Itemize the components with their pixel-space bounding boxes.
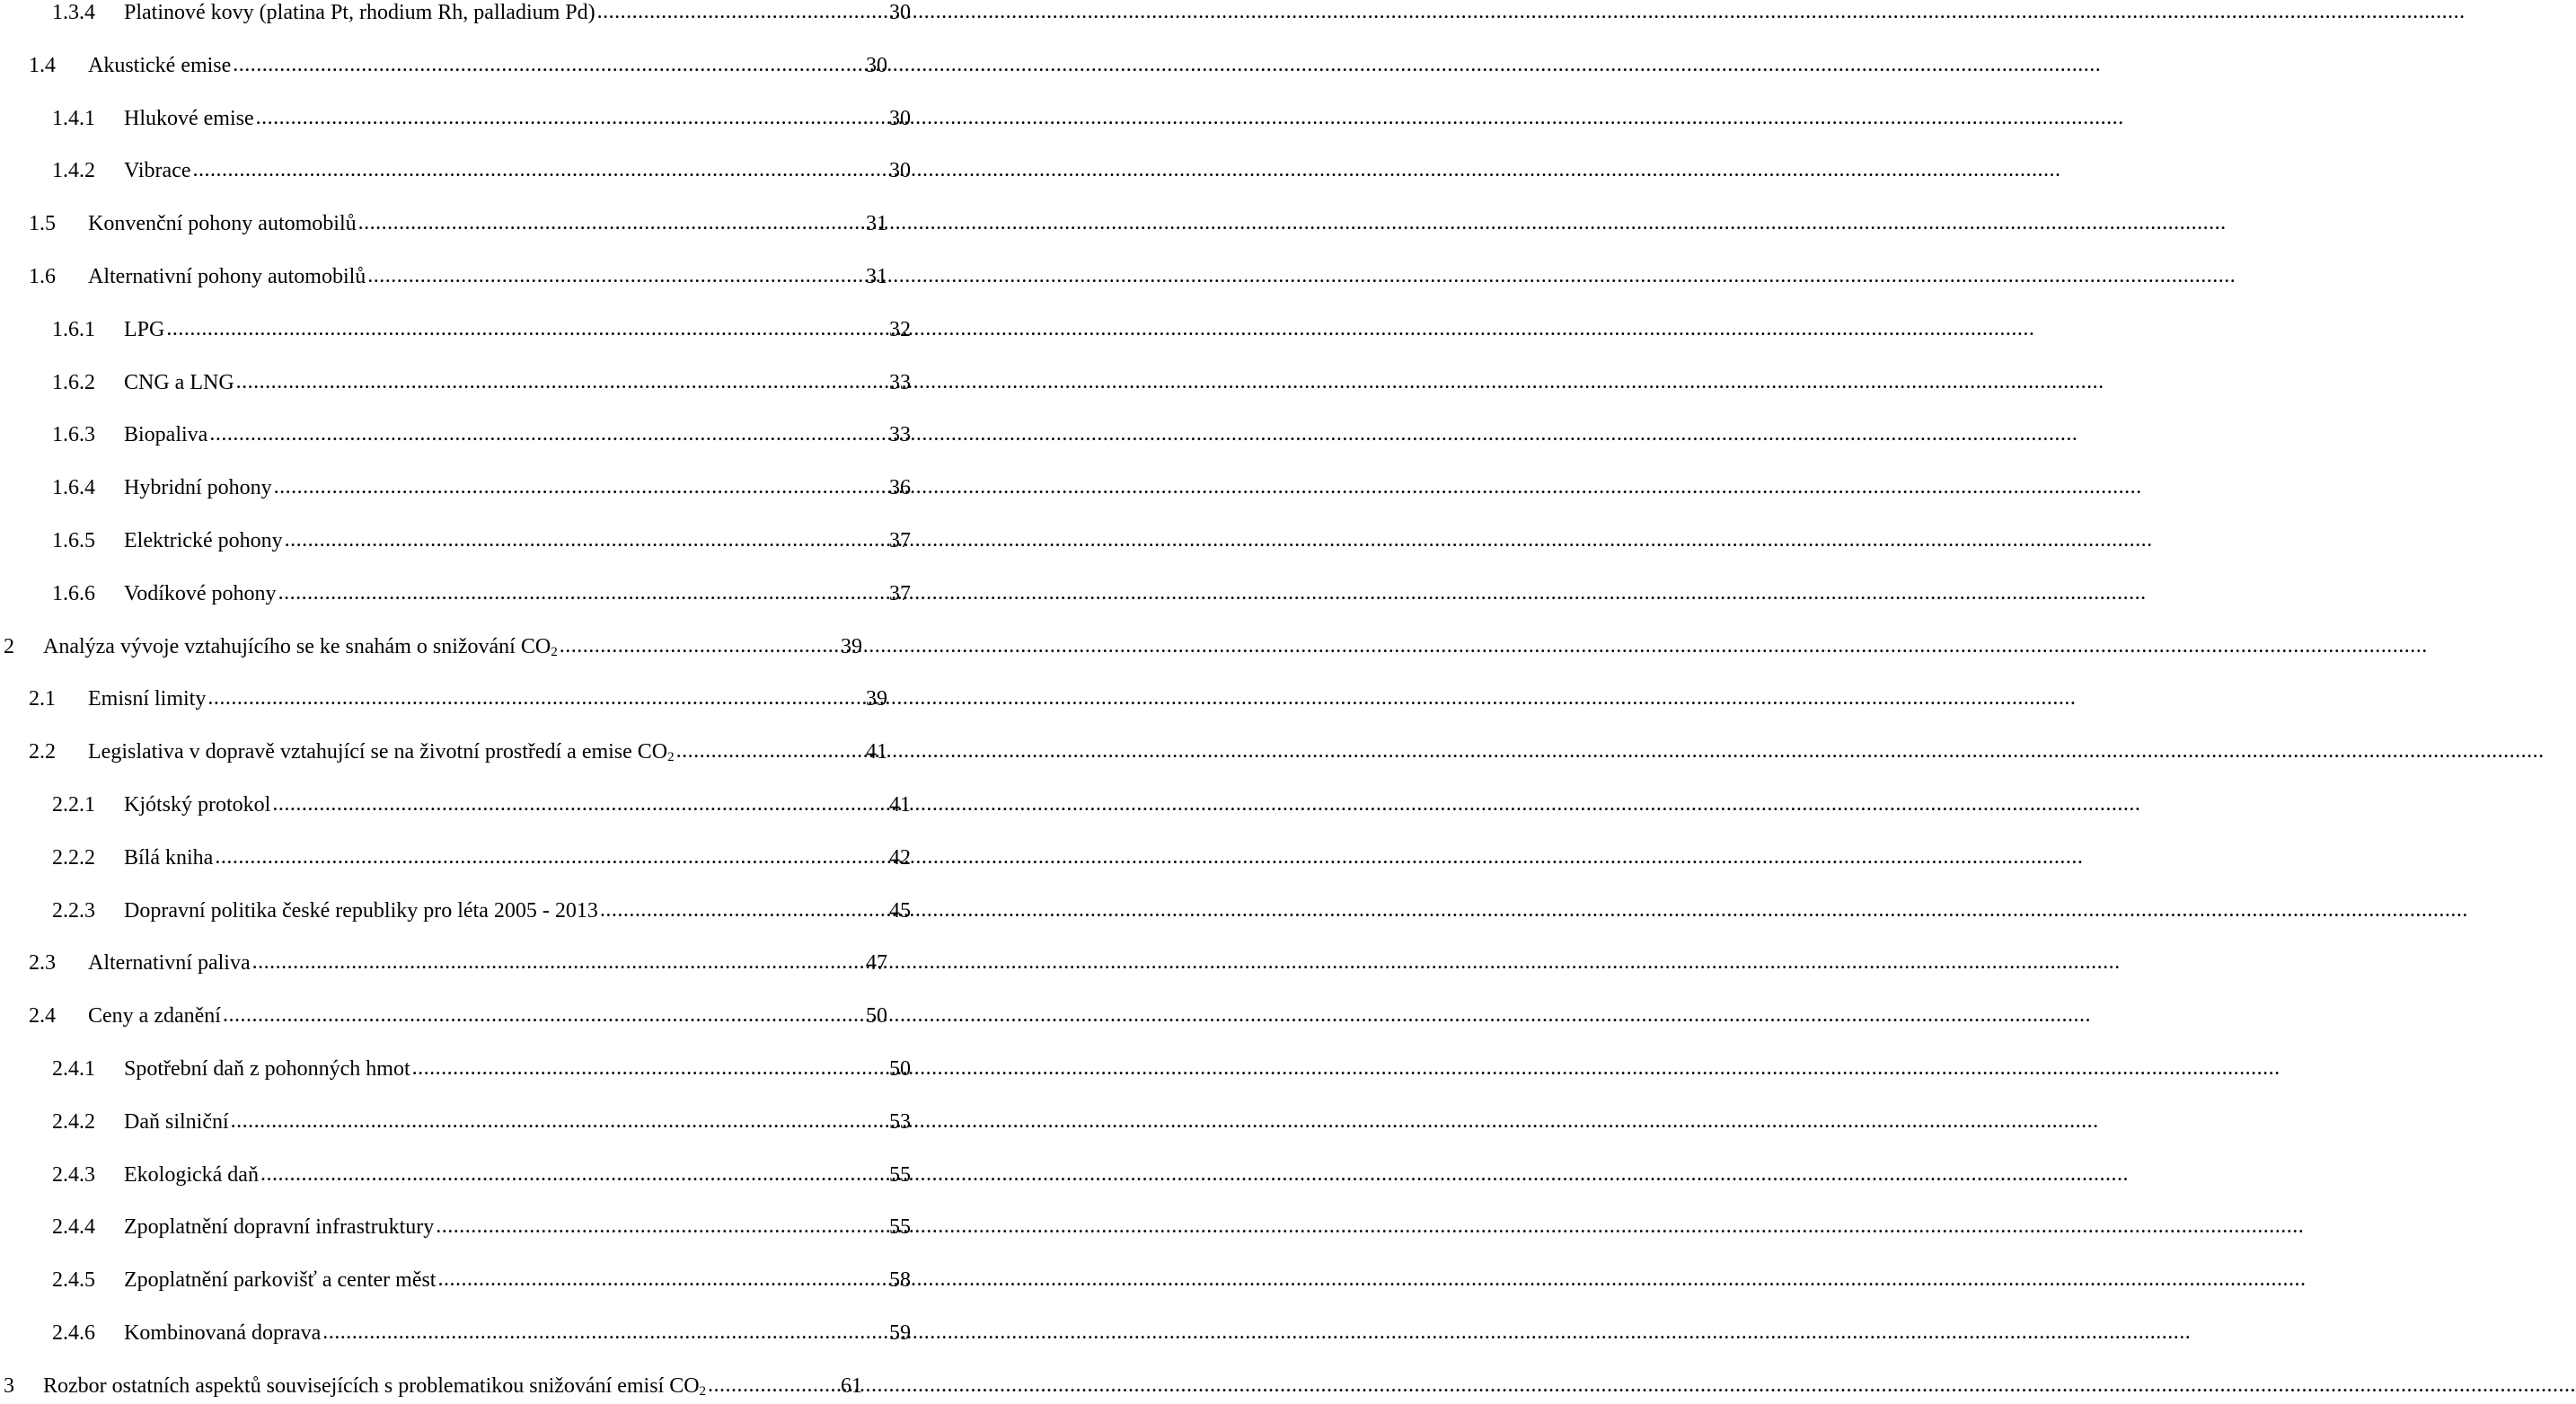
- toc-dot-leader: [193, 152, 877, 188]
- table-of-contents: [0, 0, 911, 1399]
- toc-dot-leader: [260, 1156, 877, 1192]
- toc-dot-leader: [597, 0, 877, 30]
- toc-dot-leader: [215, 839, 877, 875]
- toc-entry-title: [124, 787, 270, 823]
- toc-entry-title: [124, 365, 234, 401]
- toc-entry[interactable]: [0, 1315, 914, 1351]
- toc-entry-page-number: 45: [889, 898, 911, 923]
- toc-entry-title: [43, 629, 558, 665]
- toc-dot-leader: [233, 47, 853, 83]
- toc-entry-number: 2.4.2: [52, 1109, 95, 1134]
- toc-entry-number: 2.4.6: [52, 1321, 95, 1345]
- toc-entry-title: [124, 1209, 434, 1245]
- toc-entry-page-number: 42: [889, 845, 911, 870]
- toc-entry-title-text: Hybridní pohony: [124, 476, 272, 500]
- toc-dot-leader: [412, 1050, 877, 1086]
- toc-entry-page-number: 50: [889, 1057, 911, 1081]
- toc-entry-subscript: 2: [699, 1383, 707, 1399]
- toc-entry-page-number: 47: [866, 951, 887, 976]
- toc-entry-title-text: Ceny a zdanění: [88, 1004, 221, 1029]
- toc-dot-leader: [437, 1261, 877, 1297]
- toc-entry[interactable]: [0, 1368, 866, 1404]
- toc-entry-title-text: Analýza vývoje vztahujícího se ke snahám o snižování CO: [43, 634, 551, 658]
- toc-dot-leader: [708, 1367, 828, 1403]
- toc-entry-number: 2.3: [29, 951, 56, 976]
- toc-entry-title: [124, 153, 191, 189]
- toc-entry-subscript: 2: [551, 644, 558, 659]
- toc-entry[interactable]: [0, 259, 891, 295]
- toc-entry-title: [88, 259, 366, 295]
- toc-entry-page-number: 33: [889, 423, 911, 447]
- toc-entry-number: 2.4.1: [52, 1057, 95, 1081]
- toc-entry-page-number: 31: [866, 265, 887, 288]
- toc-dot-leader: [367, 258, 853, 294]
- toc-entry-number: 1.6.1: [52, 317, 95, 341]
- toc-entry-page-number: 59: [889, 1321, 911, 1345]
- toc-entry-number: 1.4.2: [52, 159, 95, 183]
- toc-dot-leader: [231, 1103, 877, 1139]
- toc-entry[interactable]: [0, 153, 914, 189]
- toc-entry-title-text: Vodíkové pohony: [124, 581, 277, 605]
- toc-entry-page-number: 50: [866, 1004, 887, 1029]
- toc-entry-page-number: 41: [889, 793, 911, 817]
- toc-entry[interactable]: [0, 1209, 914, 1245]
- toc-entry[interactable]: [0, 417, 914, 453]
- toc-entry-title-text: Biopaliva: [124, 423, 208, 447]
- toc-entry-number: 2.2: [29, 740, 56, 764]
- toc-entry-title: [43, 1368, 706, 1404]
- toc-dot-leader: [278, 575, 877, 611]
- toc-entry-title-text: Akustické emise: [88, 53, 232, 77]
- toc-entry-page-number: 30: [889, 159, 911, 183]
- toc-entry-page-number: 31: [866, 212, 887, 236]
- toc-entry-page-number: 37: [889, 529, 911, 552]
- toc-entry-number: 2.2.3: [52, 898, 95, 923]
- toc-entry-title-text: Spotřební daň z pohonných hmot: [124, 1057, 410, 1081]
- toc-dot-leader: [600, 892, 877, 928]
- toc-entry-page-number: 58: [889, 1268, 911, 1293]
- toc-entry-title-text: Elektrické pohony: [124, 529, 283, 552]
- toc-entry-page-number: 55: [889, 1162, 911, 1187]
- toc-entry-number: 2.4: [29, 1004, 56, 1029]
- toc-entry[interactable]: [0, 48, 891, 84]
- toc-entry-number: 1.4.1: [52, 106, 95, 130]
- toc-entry[interactable]: [0, 734, 891, 770]
- toc-entry-number: 2.1: [29, 687, 56, 711]
- toc-entry-title-text: Daň silniční: [124, 1109, 229, 1134]
- toc-entry-number: 1.6: [29, 265, 56, 288]
- toc-entry-title-text: Dopravní politika české republiky pro léta 2005 - 2013: [124, 898, 598, 923]
- toc-dot-leader: [285, 522, 877, 558]
- toc-entry-title-text: Vibrace: [124, 159, 191, 183]
- toc-entry-page-number: 39: [841, 634, 862, 658]
- toc-dot-leader: [209, 416, 877, 452]
- toc-entry-number: 1.5: [29, 212, 56, 236]
- toc-entry[interactable]: [0, 0, 914, 31]
- toc-entry-title-text: Legislativa v dopravě vztahující se na životní prostředí a emise CO: [88, 740, 668, 764]
- toc-entry[interactable]: [0, 576, 914, 612]
- toc-entry-title-text: Bílá kniha: [124, 845, 214, 870]
- toc-entry-number: 2.2.1: [52, 793, 95, 817]
- toc-entry-number: 1.6.5: [52, 529, 95, 552]
- toc-entry-number: 1.4: [29, 53, 56, 77]
- toc-dot-leader: [223, 997, 853, 1033]
- toc-entry[interactable]: [0, 523, 914, 559]
- toc-entry[interactable]: [0, 945, 891, 981]
- toc-entry[interactable]: [0, 893, 914, 929]
- toc-entry-title-text: Alternativní pohony automobilů: [88, 265, 366, 288]
- toc-entry[interactable]: [0, 1104, 914, 1140]
- toc-entry[interactable]: [0, 101, 914, 137]
- toc-entry-title: [124, 1051, 410, 1087]
- toc-entry-title-text: Kombinovaná doprava: [124, 1321, 322, 1345]
- toc-entry-number: 2.4.4: [52, 1215, 95, 1240]
- toc-entry-title-text: LPG: [124, 317, 165, 341]
- toc-dot-leader: [252, 944, 853, 980]
- toc-entry-number: 1.3.4: [52, 1, 95, 24]
- toc-entry-title-text: Zpoplatnění parkovišť a center měst: [124, 1268, 437, 1293]
- toc-entry-title: [124, 101, 254, 137]
- toc-entry-number: 2.2.2: [52, 845, 95, 870]
- toc-dot-leader: [358, 205, 853, 241]
- toc-entry-page-number: 55: [889, 1215, 911, 1240]
- toc-entry-title-text: Konvenční pohony automobilů: [88, 212, 357, 236]
- toc-entry-number: 1.6.6: [52, 581, 95, 605]
- toc-entry[interactable]: [0, 470, 914, 506]
- toc-entry-page-number: 32: [889, 317, 911, 341]
- toc-entry-title: [88, 48, 231, 84]
- toc-entry-page-number: 36: [889, 476, 911, 500]
- toc-entry-title: [124, 576, 277, 612]
- toc-entry-title-text: Kjótský protokol: [124, 793, 271, 817]
- toc-entry-title-text: Emisní limity: [88, 687, 207, 711]
- toc-entry-page-number: 53: [889, 1109, 911, 1134]
- toc-entry-page-number: 30: [889, 106, 911, 130]
- toc-entry-title: [124, 893, 598, 929]
- toc-dot-leader: [436, 1208, 877, 1244]
- toc-entry-title: [88, 998, 221, 1034]
- toc-entry-title-text: Hlukové emise: [124, 106, 254, 130]
- toc-entry-title: [124, 417, 207, 453]
- toc-entry-page-number: 33: [889, 370, 911, 394]
- toc-dot-leader: [676, 733, 853, 769]
- toc-entry-number: 3: [4, 1373, 14, 1398]
- toc-entry[interactable]: [0, 840, 914, 876]
- toc-dot-leader: [256, 100, 877, 136]
- toc-entry-title: [124, 1104, 229, 1140]
- toc-entry[interactable]: [0, 629, 866, 665]
- toc-entry-subscript: 2: [667, 750, 675, 765]
- toc-entry-number: 1.6.2: [52, 370, 95, 394]
- toc-dot-leader: [166, 311, 877, 347]
- toc-entry[interactable]: [0, 998, 891, 1034]
- toc-entry-page-number: 30: [889, 1, 911, 24]
- toc-entry[interactable]: [0, 1157, 914, 1193]
- toc-entry-title: [88, 681, 206, 717]
- toc-entry-title: [88, 945, 251, 981]
- toc-dot-leader: [207, 680, 853, 716]
- toc-entry-title: [124, 0, 595, 31]
- toc-entry-page-number: 37: [889, 581, 911, 605]
- toc-entry-title: [124, 1262, 436, 1298]
- toc-entry-title-text: Alternativní paliva: [88, 951, 251, 976]
- toc-entry-number: 2: [4, 634, 14, 658]
- toc-entry-title-text: Rozbor ostatních aspektů souvisejících s problematikou snižování emisí CO: [43, 1373, 700, 1398]
- toc-entry-number: 2.4.5: [52, 1268, 95, 1293]
- toc-entry-title: [124, 840, 213, 876]
- toc-entry-page-number: 39: [866, 687, 887, 711]
- toc-entry[interactable]: [0, 1262, 914, 1298]
- toc-entry-title-text: CNG a LNG: [124, 370, 234, 394]
- toc-dot-leader: [322, 1314, 877, 1350]
- toc-entry-title-text: Ekologická daň: [124, 1162, 259, 1187]
- toc-entry-title-text: Platinové kovy (platina Pt, rhodium Rh, palladium Pd): [124, 1, 595, 24]
- toc-dot-leader: [274, 469, 877, 505]
- toc-entry-number: 1.6.3: [52, 423, 95, 447]
- toc-entry-title: [124, 312, 164, 348]
- toc-entry[interactable]: [0, 681, 891, 717]
- toc-entry-title: [88, 206, 357, 242]
- toc-dot-leader: [272, 786, 877, 822]
- toc-entry-title: [124, 523, 283, 559]
- toc-entry-page-number: 30: [866, 53, 887, 77]
- toc-entry-title: [88, 734, 675, 770]
- toc-entry-number: 2.4.3: [52, 1162, 95, 1187]
- toc-entry-title-text: Zpoplatnění dopravní infrastruktury: [124, 1215, 435, 1240]
- toc-entry[interactable]: [0, 1051, 914, 1087]
- toc-entry-title: [124, 470, 272, 506]
- toc-entry-title: [124, 1315, 321, 1351]
- toc-entry[interactable]: [0, 787, 914, 823]
- toc-entry[interactable]: [0, 365, 914, 401]
- toc-entry[interactable]: [0, 206, 891, 242]
- toc-dot-leader: [236, 364, 877, 400]
- toc-entry-number: 1.6.4: [52, 476, 95, 500]
- toc-entry-title: [124, 1157, 259, 1193]
- toc-dot-leader: [560, 628, 828, 664]
- toc-entry[interactable]: [0, 312, 914, 348]
- toc-entry-page-number: 61: [841, 1373, 862, 1398]
- toc-entry-page-number: 41: [866, 740, 887, 764]
